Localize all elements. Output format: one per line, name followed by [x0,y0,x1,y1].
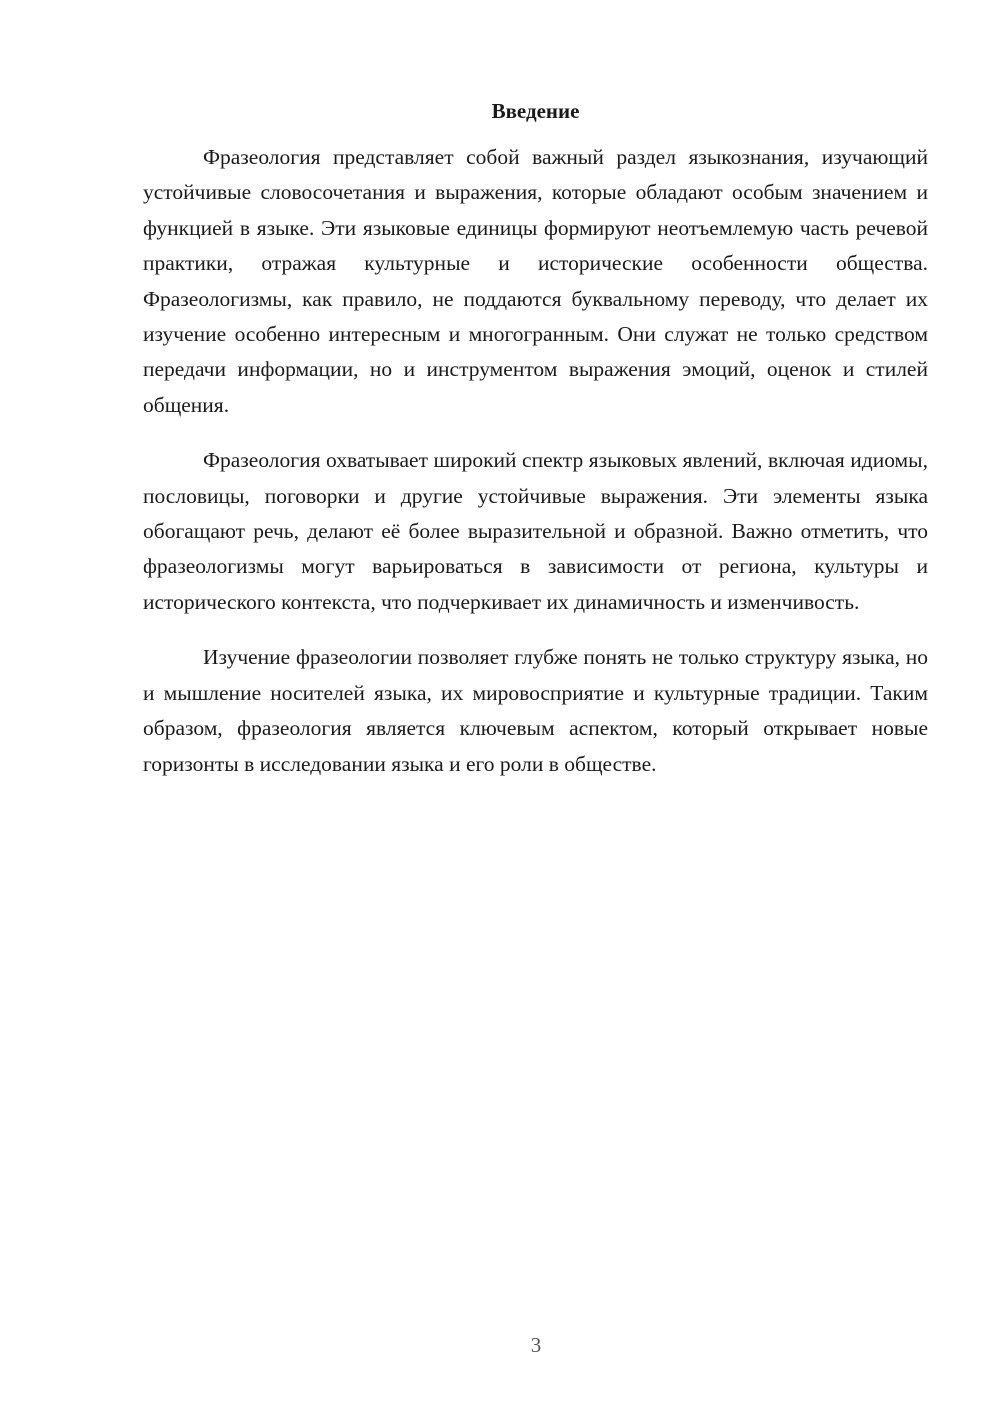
page-content [143,93,928,802]
paragraph-1: Фразеология представляет собой важный раздел языкознания, изучающий устойчивые словосочетания и выражения, которые обладают особым значением и функцией в языке. Эти языковые единицы формируют неотъемлемую часть речевой практики, отражая культурные и исторические особенности общества. Фразеологизмы, как правило, не поддаются буквальному переводу, что делает их изучение особенно интересным и многогранным. Они служат не только средством передачи информации, но и инструментом выражения эмоций, оценок и стилей общения. [143,145,928,417]
page-number: 3 [530,1333,542,1357]
paragraph-3: Изучение фразеологии позволяет глубже понять не только структуру языка, но и мышление носителей языка, их мировосприятие и культурные традиции. Таким образом, фразеология является ключевым аспектом, который открывает новые горизонты в исследовании языка и его роли в обществе. [143,645,928,776]
paragraph-2: Фразеология охватывает широкий спектр языковых явлений, включая идиомы, пословицы, поговорки и другие устойчивые выражения. Эти элементы языка обогащают речь, делают её более выразительной и образной. Важно отметить, что фразеологизмы могут варьироваться в зависимости от региона, культуры и исторического контекста, что подчеркивает их динамичность и изменчивость. [143,448,928,614]
section-heading: Введение [491,99,580,123]
